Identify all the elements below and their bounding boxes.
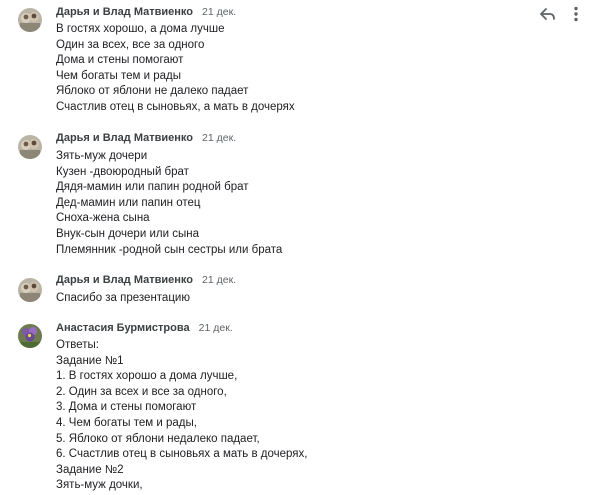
comment-line: Задание №1 <box>56 354 124 367</box>
comment-date: 21 дек. <box>198 322 233 334</box>
comment-header <box>56 131 236 145</box>
comment-header <box>56 321 233 335</box>
comment-date: 21 дек. <box>202 6 237 18</box>
comment-line: Дома и стены помогают <box>56 54 184 67</box>
comment-text <box>56 291 190 307</box>
avatar[interactable] <box>18 135 42 159</box>
comment-line: 1. В гостях хорошо а дома лучше, <box>56 370 238 383</box>
more-vert-icon[interactable] <box>566 4 586 24</box>
comment-author[interactable]: Анастасия Бурмистрова <box>56 322 190 334</box>
comment-line: 6. Счастлив отец в сыновьях а мать в дочерях, <box>56 448 308 461</box>
avatar[interactable] <box>18 278 42 302</box>
comment-author[interactable]: Дарья и Влад Матвиенко <box>56 274 193 286</box>
comment-date: 21 дек. <box>202 132 237 144</box>
comment-line: Внук-сын дочери или сына <box>56 227 199 240</box>
comment-line: В гостях хорошо, а дома лучше <box>56 23 225 35</box>
comment-line: 3. Дома и стены помогают <box>56 401 197 414</box>
comment-line: Дядя-мамин или папин родной брат <box>56 181 249 194</box>
comment-line: Яблоко от яблони не далеко падает <box>56 85 249 98</box>
comment-line: Зять-муж дочери <box>56 150 148 162</box>
comment-line: Сноха-жена сына <box>56 212 150 225</box>
comment-date: 21 дек. <box>202 274 237 286</box>
comment-text <box>56 22 295 116</box>
comment-line: Один за всех, все за одного <box>56 38 205 51</box>
comment-line: Чем богаты тем и рады <box>56 69 181 82</box>
avatar[interactable] <box>18 8 42 32</box>
comment-line: 4. Чем богаты тем и рады, <box>56 416 197 429</box>
comment-line: Счастлив отец в сыновьях, а мать в дочерях <box>56 100 295 113</box>
reply-icon[interactable] <box>538 4 558 24</box>
comment-line: Зять-муж дочки, <box>56 479 143 492</box>
comment-header <box>56 5 236 19</box>
avatar[interactable] <box>18 324 42 348</box>
comment-line: Ответы: <box>56 339 99 351</box>
comment-line: 5. Яблоко от яблони недалеко падает, <box>56 432 260 445</box>
comment-line: 2. Один за всех и все за одного, <box>56 385 227 398</box>
comment-text <box>56 338 307 494</box>
comment-author[interactable]: Дарья и Влад Матвиенко <box>56 6 193 18</box>
comment-author[interactable]: Дарья и Влад Матвиенко <box>56 132 193 144</box>
comment-line: Кузен -двоюродный брат <box>56 165 189 178</box>
comment-text <box>56 149 282 258</box>
comment-line: Племянник -родной сын сестры или брата <box>56 243 283 256</box>
comment-line: Задание №2 <box>56 463 124 476</box>
comment-line: Спасибо за презентацию <box>56 292 190 304</box>
comment-header <box>56 273 236 287</box>
comment-line: Дед-мамин или папин отец <box>56 196 201 209</box>
